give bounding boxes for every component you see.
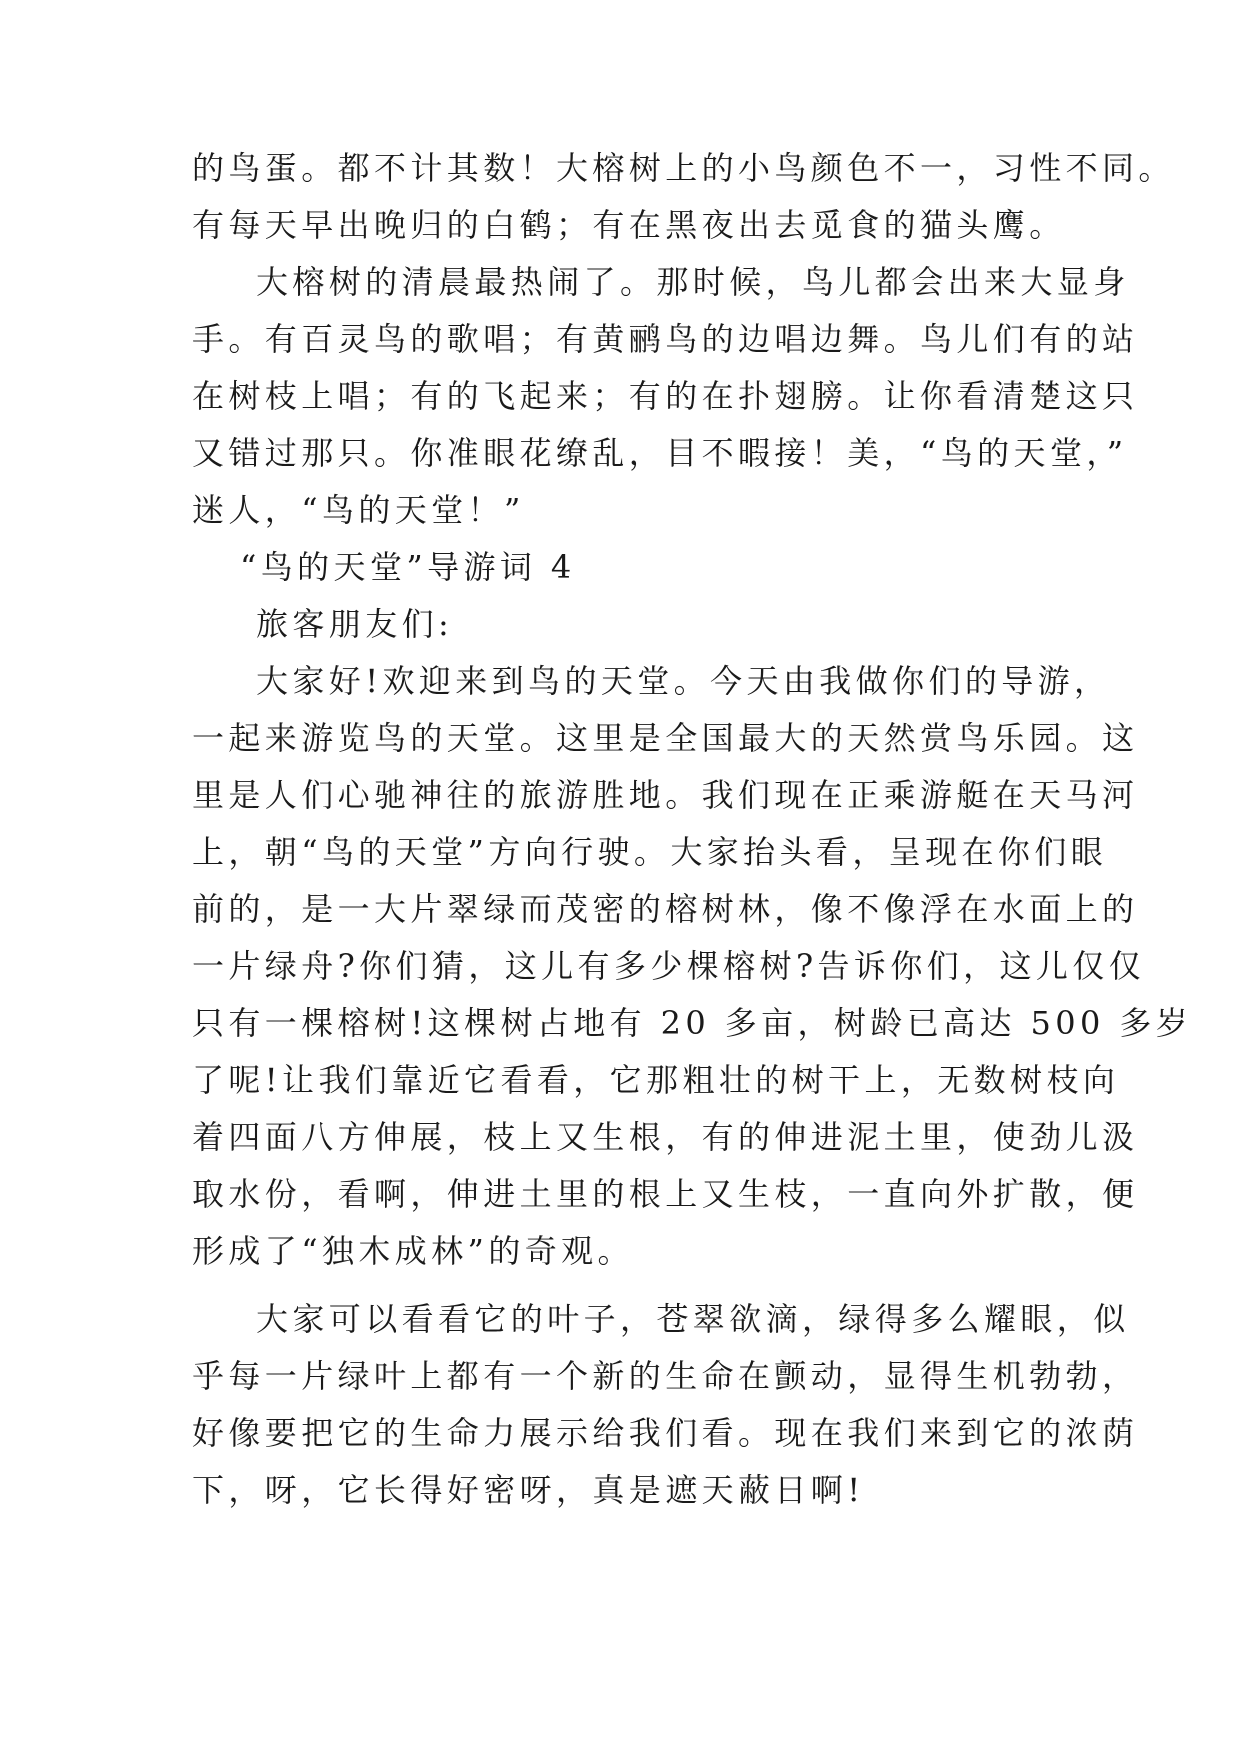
text-line: 在树枝上唱；有的飞起来；有的在扑翅膀。让你看清楚这只 [192, 377, 1139, 415]
text-line: 只有一棵榕树!这棵树占地有 20 多亩，树龄已高达 500 多岁 [192, 1004, 1193, 1042]
paragraph-first-line: 大家可以看看它的叶子，苍翠欲滴，绿得多么耀眼，似 [256, 1300, 1130, 1338]
text-line: 上，朝“鸟的天堂”方向行驶。大家抬头看，呈现在你们眼 [192, 833, 1108, 871]
paragraph-first-line: 大榕树的清晨最热闹了。那时候，鸟儿都会出来大显身 [256, 263, 1130, 301]
paragraph-first-line: 大家好!欢迎来到鸟的天堂。今天由我做你们的导游， [256, 662, 1111, 700]
text-line: 取水份，看啊，伸进土里的根上又生枝，一直向外扩散，便 [192, 1175, 1139, 1213]
salutation: 旅客朋友们: [256, 605, 454, 643]
text-line: 里是人们心驰神往的旅游胜地。我们现在正乘游艇在天马河 [192, 776, 1139, 814]
text-line: 形成了“独木成林”的奇观。 [192, 1232, 634, 1270]
text-line: 又错过那只。你准眼花缭乱，目不暇接！美，“鸟的天堂，” [192, 434, 1128, 472]
text-line: 了呢!让我们靠近它看看，它那粗壮的树干上，无数树枝向 [192, 1061, 1120, 1099]
text-line: 的鸟蛋。都不计其数！大榕树上的小鸟颜色不一，习性不同。 [192, 149, 1175, 187]
text-line: 迷人，“鸟的天堂！” [192, 491, 525, 529]
text-line: 手。有百灵鸟的歌唱；有黄鹂鸟的边唱边舞。鸟儿们有的站 [192, 320, 1139, 358]
text-line: 乎每一片绿叶上都有一个新的生命在颤动，显得生机勃勃， [192, 1357, 1139, 1395]
text-line: 着四面八方伸展，枝上又生根，有的伸进泥土里，使劲儿汲 [192, 1118, 1139, 1156]
text-line: 有每天早出晚归的白鹤；有在黑夜出去觅食的猫头鹰。 [192, 206, 1066, 244]
section-heading: “鸟的天堂”导游词 4 [240, 548, 576, 586]
text-line: 好像要把它的生命力展示给我们看。现在我们来到它的浓荫 [192, 1414, 1139, 1452]
text-line: 前的，是一大片翠绿而茂密的榕树林，像不像浮在水面上的 [192, 890, 1139, 928]
text-line: 一片绿舟?你们猜，这儿有多少棵榕树?告诉你们，这儿仅仅 [192, 947, 1146, 985]
text-line: 下，呀，它长得好密呀，真是遮天蔽日啊! [192, 1471, 865, 1509]
text-line: 一起来游览鸟的天堂。这里是全国最大的天然赏鸟乐园。这 [192, 719, 1139, 757]
